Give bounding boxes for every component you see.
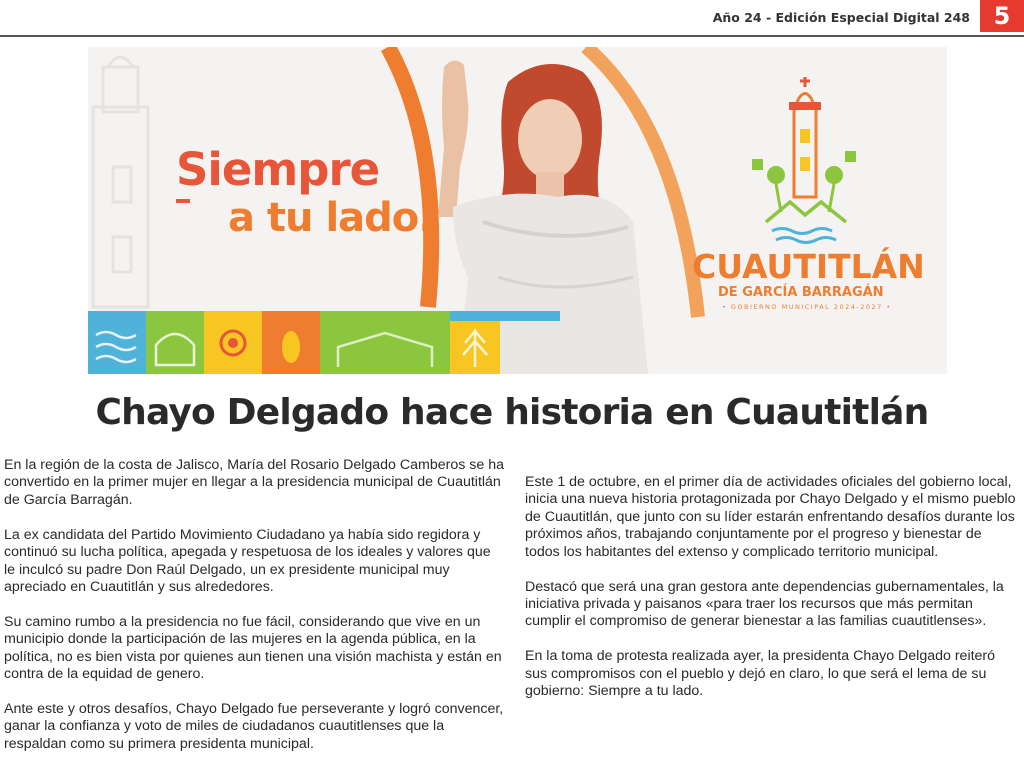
orange-arc-left xyxy=(388,47,431,307)
colored-tiles-strip xyxy=(88,311,560,374)
slogan-line-1: Siempre xyxy=(176,143,380,196)
logo-subtitle: DE GARCÍA BARRAGÁN xyxy=(718,285,884,300)
cuautitlan-logo-icon xyxy=(752,77,856,243)
header-divider xyxy=(0,35,1024,37)
campaign-banner xyxy=(88,47,947,374)
paragraph: Su camino rumbo a la presidencia no fue fácil, considerando que vive en un municipio donde la participación de las mujeres en la agenda pública, en la política, no es bien vista por quienes aun tienen una visión machista y están en contra de la equidad de genero. xyxy=(4,613,502,683)
paragraph: La ex candidata del Partido Movimiento Ciudadano ya había sido regidora y continuó su lucha política, apegada y respetuosa de los ideales y valores que le inculcó su padre Don Raúl Delgado, un ex presidente municipal muy apreciado en Cuautitlán y sus alrededores. xyxy=(4,526,491,595)
paragraph: Ante este y otros desafíos, Chayo Delgado fue perseverante y logró convencer, ganar la confianza y voto de miles de ciudadanos cuautitlenses que la respaldan como su primera presidenta municipal. xyxy=(4,700,504,752)
edition-label: Año 24 - Edición Especial Digital 248 xyxy=(712,10,970,25)
logo-tagline: • GOBIERNO MUNICIPAL 2024-2027 • xyxy=(722,303,892,311)
article-column-left xyxy=(4,457,504,759)
paragraph: Este 1 de octubre, en el primer día de actividades oficiales del gobierno local, inicia una nueva historia protagonizada por Chayo Delgado y el mismo pueblo de Cuautitlán, que junto con su líder estarán enfrentando desafíos durante los próximos años, trabajando conjuntamente por el progreso y bienestar de todos los habitantes del extenso y complicado territorio municipal. xyxy=(525,474,1016,560)
paragraph: En la región de la costa de Jalisco, María del Rosario Delgado Camberos se ha convertido en la primer mujer en llegar a la presidencia municipal de Cuautitlán de García Barragán. xyxy=(4,457,504,508)
article-column-right xyxy=(525,474,1020,718)
article-headline: Chayo Delgado hace historia en Cuautitlán xyxy=(95,392,929,433)
banner-artwork xyxy=(88,47,947,374)
slogan-dash xyxy=(176,199,190,203)
slogan-line-2: a tu lado. xyxy=(228,195,433,241)
page-number-badge: 5 xyxy=(980,0,1024,32)
paragraph: En la toma de protesta realizada ayer, la presidenta Chayo Delgado reiteró sus compromisos con el pueblo y dejó en claro, lo que será el lema de su gobierno: Siempre a tu lado. xyxy=(525,648,996,700)
logo-municipality-name: CUAUTITLÁN xyxy=(692,247,925,286)
church-watermark-icon xyxy=(93,57,148,307)
paragraph: Destacó que será una gran gestora ante dependencias gubernamentales, la iniciativa privada y paisanos «para traer los recursos que más permitan cumplir el compromiso de generar bienestar a las familias cuautitlenses». xyxy=(525,578,1004,630)
page-header xyxy=(0,0,1024,37)
